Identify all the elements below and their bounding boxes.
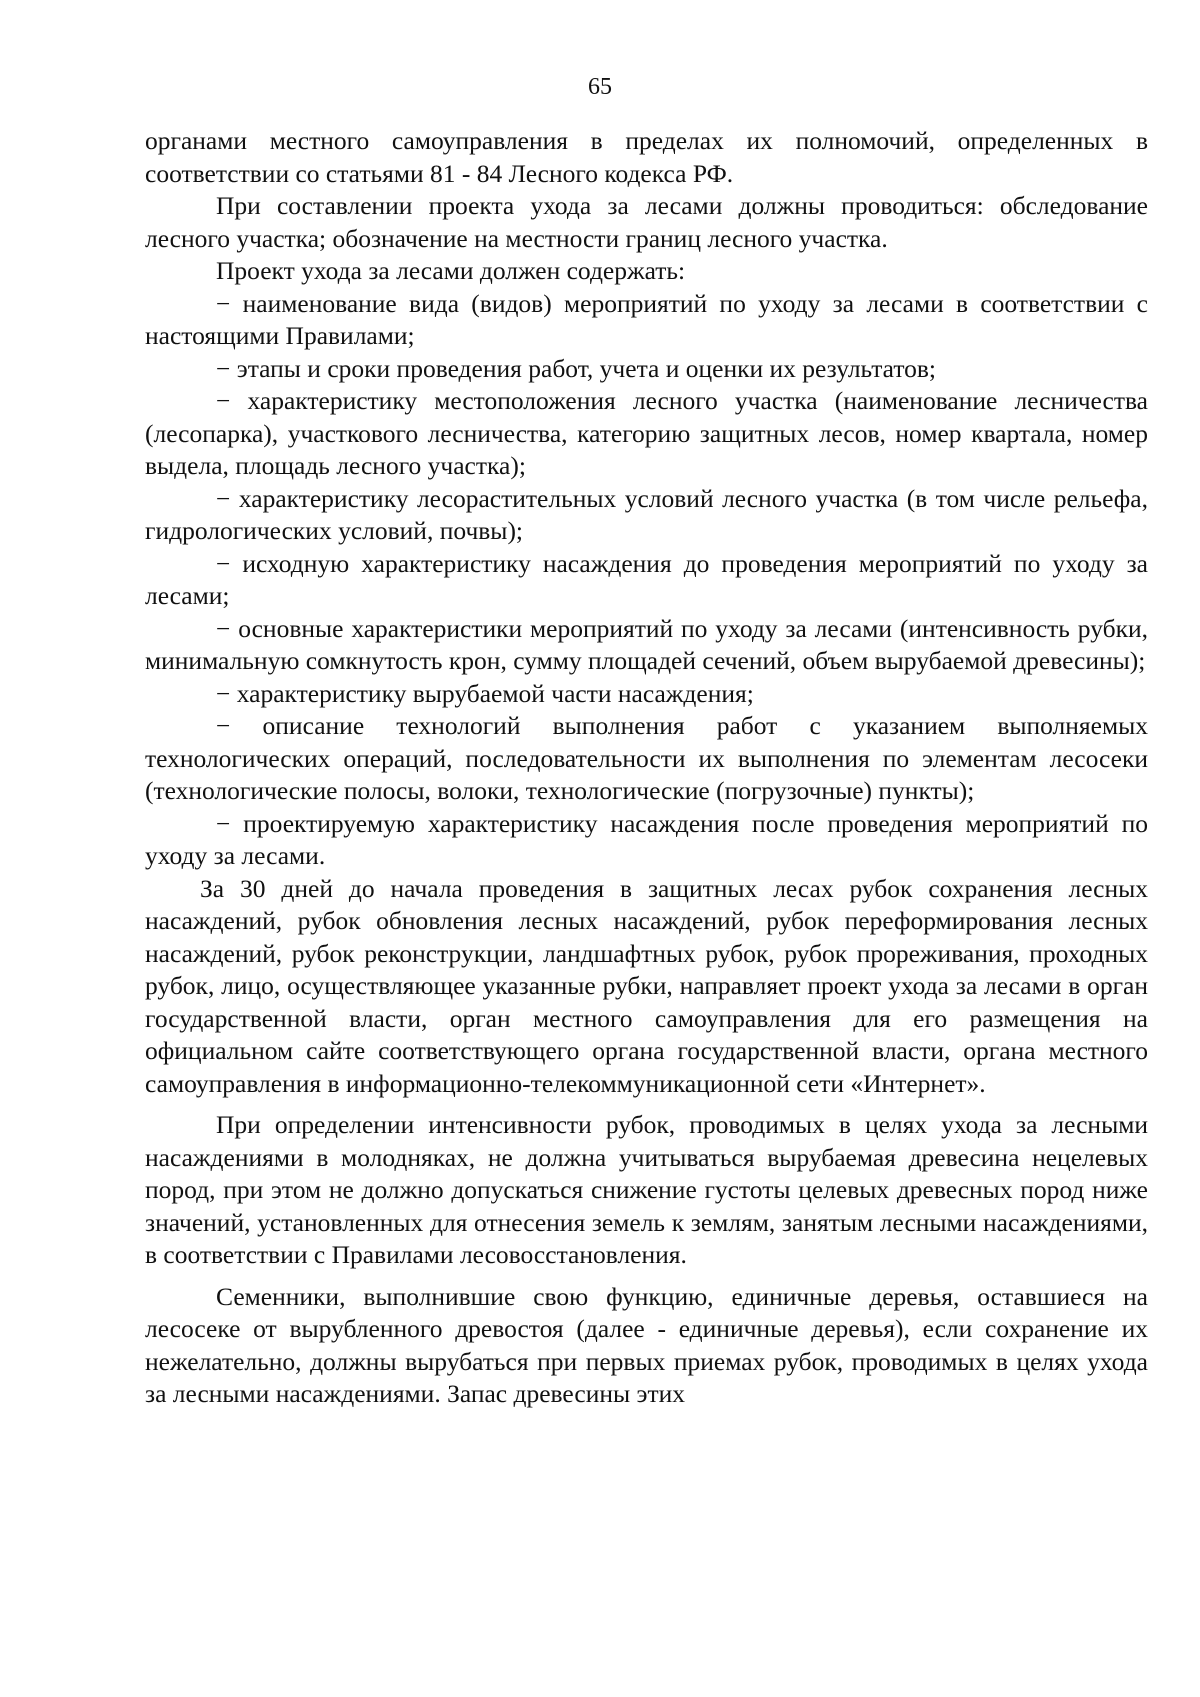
list-item-growing-conditions: − характеристику лесорастительных условий лесного участка (в том числе рельефа, гидрологических условий, почвы); [145,483,1148,545]
page-number: 65 [588,74,612,100]
list-item-stages-and-terms: − этапы и сроки проведения работ, учета и оценки их результатов; [216,353,937,383]
list-item-location: − характеристику местоположения лесного участка (наименование лесничества (лесопарка), участкового лесничества, категорию защитных лесов, номер квартала, номер выдела, площадь лесного участка); [145,386,1148,480]
list-item-activity-types: − наименование вида (видов) мероприятий по уходу за лесами в соответствии с настоящими Правилами; [145,288,1148,350]
list-item-main-characteristics: − основные характеристики мероприятий по уходу за лесами (интенсивность рубки, минимальную сомкнутость крон, сумму площадей сечений, объем вырубаемой древесины); [145,613,1148,675]
list-item-technologies: − описание технологий выполнения работ с указанием выполняемых технологических операций, последовательности их выполнения по элементам лесосеки (технологические полосы, волоки, технологические (погрузочные) пункты); [145,711,1148,805]
paragraph-project-contents-intro: Проект ухода за лесами должен содержать: [216,256,686,285]
list-item-projected-stand: − проектируемую характеристику насаждения после проведения мероприятий по уходу за лесами. [145,808,1148,870]
list-item-felled-part: − характеристику вырубаемой части насаждения; [216,678,754,708]
paragraph-intensity: При определении интенсивности рубок, проводимых в целях ухода за лесными насаждениями в молодняках, не должна учитываться вырубаемая древесина нецелевых пород, при этом не должно допускаться снижение густоты целевых древесных пород ниже значений, установленных для отнесения земель к землям, занятым лесными насаждениями, в соответствии с Правилами лесовосстановления. [145,1110,1148,1269]
paragraph-thirty-days-notice: За 30 дней до начала проведения в защитных лесах рубок сохранения лесных насаждений, рубок обновления лесных насаждений, рубок переформирования лесных насаждений, рубок реконструкции, ландшафтных рубок, рубок прореживания, проходных рубок, лицо, осуществляющее указанные рубки, направляет проект ухода за лесами в орган государственной власти, орган местного самоуправления для его размещения на официальном сайте соответствующего органа государственной власти, органа местного самоуправления в информационно-телекоммуникационной сети «Интернет». [145,873,1148,1098]
paragraph-survey: При составлении проекта ухода за лесами должны проводиться: обследование лесного участка; обозначение на местности границ лесного участка. [145,191,1148,253]
paragraph-seed-trees: Семенники, выполнившие свою функцию, единичные деревья, оставшиеся на лесосеке от вырубленного древостоя (далее - единичные деревья), если сохранение их нежелательно, должны вырубаться при первых приемах рубок, проводимых в целях ухода за лесными насаждениями. Запас древесины этих [145,1281,1148,1408]
list-item-initial-stand: − исходную характеристику насаждения до проведения мероприятий по уходу за лесами; [145,548,1148,610]
document-body [145,125,1148,1411]
paragraph-continuation: органами местного самоуправления в пределах их полномочий, определенных в соответствии со статьями 81 - 84 Лесного кодекса РФ. [145,126,1148,188]
